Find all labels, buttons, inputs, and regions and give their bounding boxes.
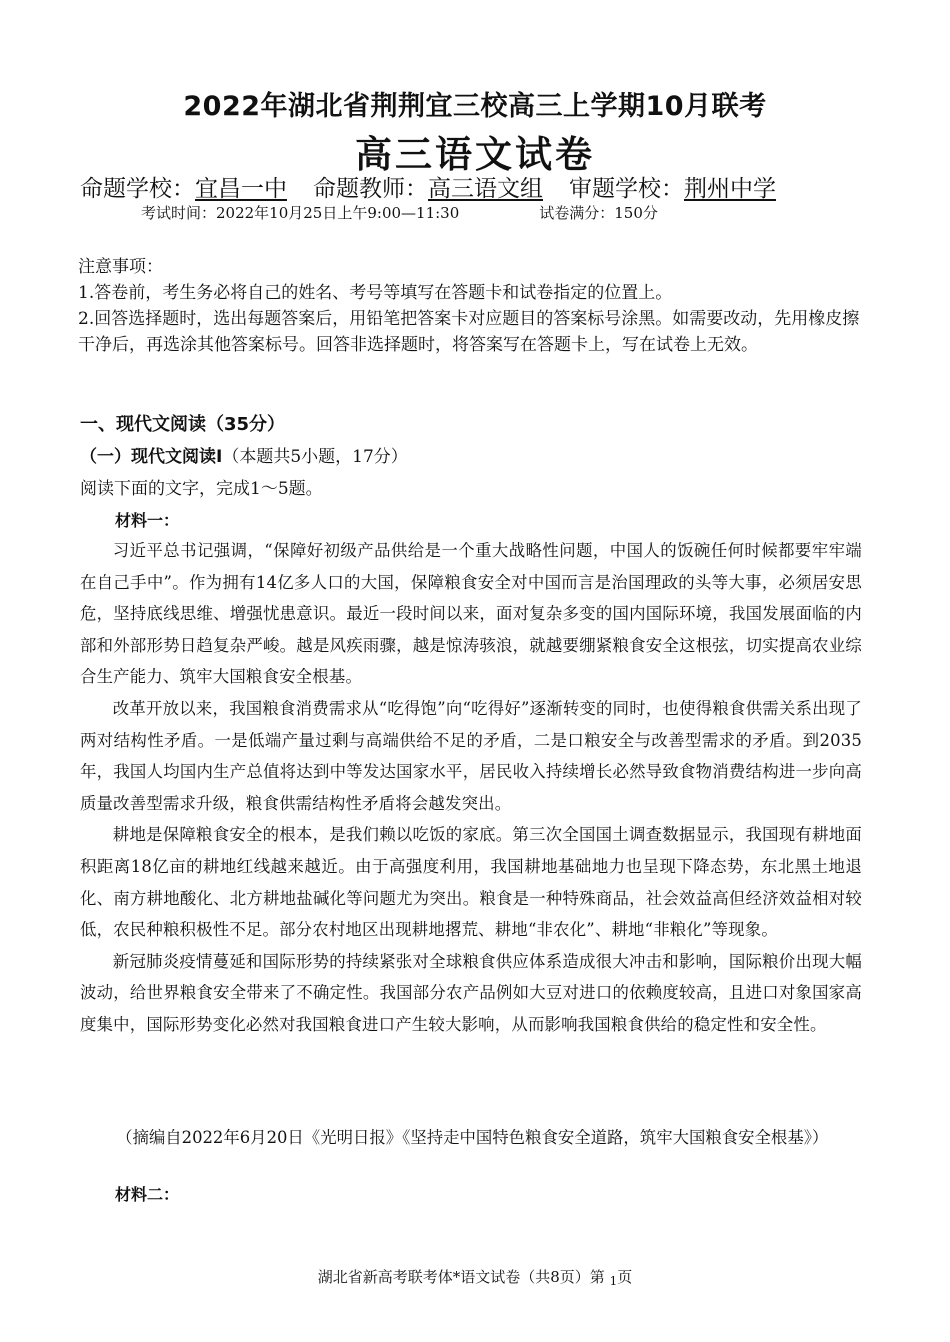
material2-label: 材料二： xyxy=(115,1185,180,1204)
notes-block xyxy=(78,254,868,358)
exam-time-line xyxy=(141,202,658,223)
setter-school-label: 命题学校： xyxy=(80,176,195,202)
subsection-note: （本题共5小题，17分） xyxy=(222,447,408,467)
page-number: 1 xyxy=(609,1274,618,1288)
exam-subtitle: 高三语文试卷 xyxy=(355,132,595,176)
reviewer-label: 审题学校： xyxy=(569,176,684,202)
setter-school: 宜昌一中 xyxy=(195,176,287,202)
paragraph: 习近平总书记强调，“保障好初级产品供给是一个重大战略性问题，中国人的饭碗任何时候都要牢牢端在自己手中”。作为拥有14亿多人口的大国，保障粮食安全对中国而言是治国理政的头等大事，必须居安思危，坚持底线思维、增强忧患意识。最近一段时间以来，面对复杂多变的国内国际环境，我国发展面临的内部和外部形势日趋复杂严峻。越是风疾雨骤，越是惊涛骇浪，就越要绷紧粮食安全这根弦，切实提高农业综合生产能力、筑牢大国粮食安全根基。 xyxy=(80,541,862,687)
material1-label: 材料一： xyxy=(115,511,180,530)
exam-title: 2022年湖北省荆荆宜三校高三上学期10月联考 xyxy=(183,91,767,122)
reviewer-school: 荆州中学 xyxy=(684,176,776,202)
paragraph: 耕地是保障粮食安全的根本，是我们赖以吃饭的家底。第三次全国国土调查数据显示，我国现有耕地面积距离18亿亩的耕地红线越来越近。由于高强度利用，我国耕地基础地力也呈现下降态势，东北黑土地退化、南方耕地酸化、北方耕地盐碱化等问题尤为突出。粮食是一种特殊商品，社会效益高但经济效益相对较低，农民种粮积极性不足。部分农村地区出现耕地撂荒、耕地“非农化”、耕地“非粮化”等现象。 xyxy=(80,825,862,940)
notes-heading: 注意事项： xyxy=(78,257,163,277)
footer-text: 湖北省新高考联考体*语文试卷（共8页）第 xyxy=(317,1268,605,1286)
exam-time: 考试时间：2022年10月25日上午9:00—11:30 xyxy=(141,204,460,222)
page-footer xyxy=(0,1266,950,1288)
paragraph: 新冠肺炎疫情蔓延和国际形势的持续紧张对全球粮食供应体系造成很大冲击和影响，国际粮价出现大幅波动，给世界粮食安全带来了不确定性。我国部分农产品例如大豆对进口的依赖度较高，且进口对象国家高度集中，国际形势变化必然对我国粮食进口产生较大影响，从而影响我国粮食供给的稳定性和安全性。 xyxy=(80,951,862,1034)
material1-source: （摘编自2022年6月20日《光明日报》《坚持走中国特色粮食安全道路，筑牢大国粮食安全根基》） xyxy=(116,1128,829,1147)
subsection-name: （一）现代文阅读Ⅰ xyxy=(80,447,223,467)
full-score: 试卷满分：150分 xyxy=(539,204,658,222)
setter-teacher: 高三语文组 xyxy=(428,176,543,202)
section-title: 一、现代文阅读（35分） xyxy=(80,414,286,435)
material1-text xyxy=(80,535,862,1041)
note-item: 1.答卷前，考生务必将自己的姓名、考号等填写在答题卡和试卷指定的位置上。 xyxy=(78,283,673,303)
note-item: 2.回答选择题时，选出每题答案后，用铅笔把答案卡对应题目的答案标号涂黑。如需要改动，先用橡皮擦干净后，再选涂其他答案标号。回答非选择题时，将答案写在答题卡上，写在试卷上无效。 xyxy=(78,309,860,355)
footer-suffix: 页 xyxy=(617,1268,633,1286)
subsection-title xyxy=(80,442,408,467)
paragraph: 改革开放以来，我国粮食消费需求从“吃得饱”向“吃得好”逐渐转变的同时，也使得粮食供需关系出现了两对结构性矛盾。一是低端产量过剩与高端供给不足的矛盾，二是口粮安全与改善型需求的矛盾。到2035年，我国人均国内生产总值将达到中等发达国家水平，居民收入持续增长必然导致食物消费结构进一步向高质量改善型需求升级，粮食供需结构性矛盾将会越发突出。 xyxy=(80,698,862,813)
reading-instruction: 阅读下面的文字，完成1～5题。 xyxy=(80,479,323,499)
setter-teacher-label: 命题教师： xyxy=(313,176,428,202)
exam-authors-line xyxy=(80,170,880,203)
